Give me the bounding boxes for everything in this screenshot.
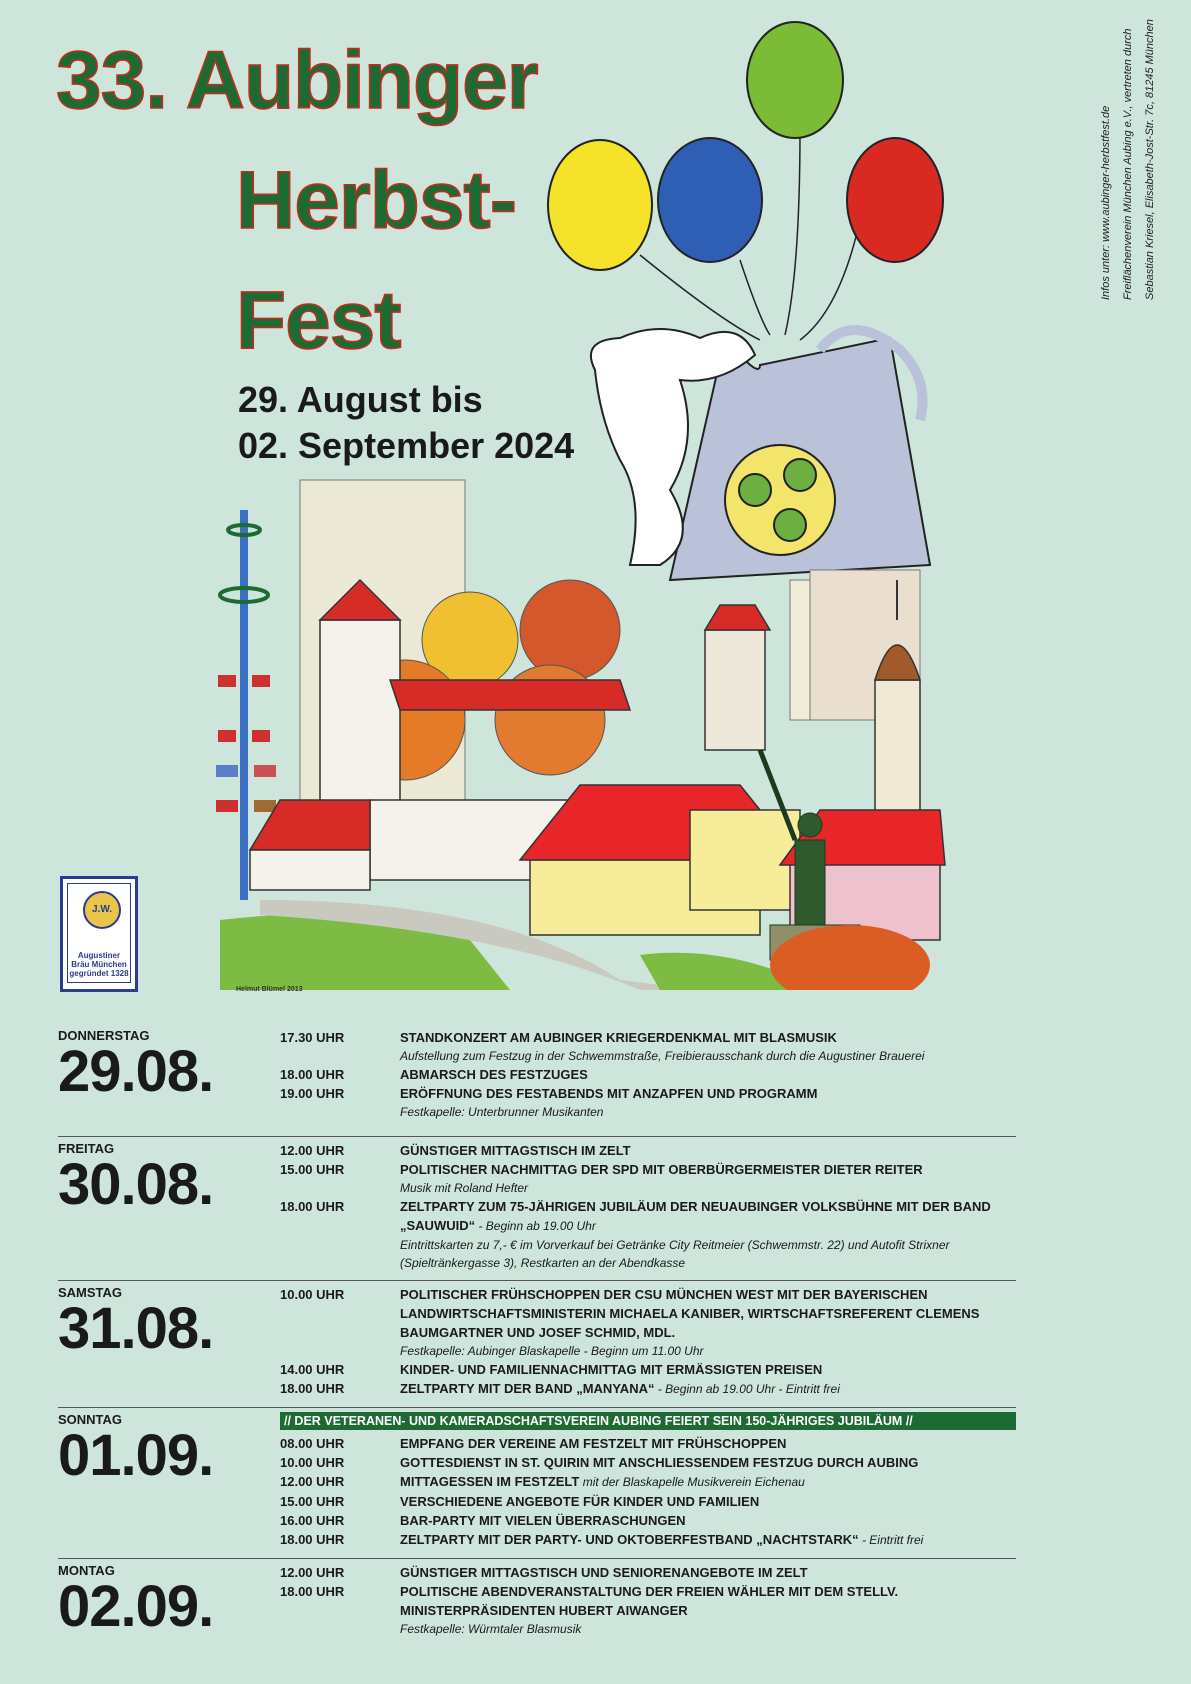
red-balloon (847, 138, 943, 262)
event-title: POLITISCHE ABENDVERANSTALTUNG DER FREIEN WÄHLER MIT DEM STELLV. MINISTERPRÄSIDENTEN HUBERT AIWANGER (400, 1584, 899, 1618)
event-note: Aufstellung zum Festzug in der Schwemmstraße, Freibierausschank durch die Augustiner Brauerei (400, 1049, 925, 1063)
event-row (280, 1160, 1016, 1179)
event-row (280, 1141, 1016, 1160)
event-note: Musik mit Roland Hefter (400, 1181, 529, 1195)
schedule (58, 1024, 1016, 1671)
event-title: ABMARSCH DES FESTZUGES (400, 1067, 588, 1082)
event-time: 19.00 UHR (280, 1086, 345, 1101)
event-time: 18.00 UHR (280, 1532, 345, 1547)
event-time: 10.00 UHR (280, 1455, 345, 1470)
event-title: GÜNSTIGER MITTAGSTISCH IM ZELT (400, 1143, 631, 1158)
event-note: Festkapelle: Würmtaler Blasmusik (400, 1622, 582, 1636)
event-row (280, 1453, 1016, 1472)
event-time: 15.00 UHR (280, 1494, 345, 1509)
day-date: 30.08. (58, 1152, 214, 1217)
event-title: BAR-PARTY MIT VIELEN ÜBERRASCHUNGEN (400, 1513, 686, 1528)
day-name: SAMSTAG (58, 1285, 123, 1300)
tower (705, 605, 770, 750)
logo-line-2: Bräu München (71, 960, 127, 969)
augustiner-logo (60, 876, 138, 992)
day-date: 29.08. (58, 1039, 214, 1104)
event-title: EMPFANG DER VEREINE AM FESTZELT MIT FRÜHSCHOPPEN (400, 1436, 787, 1451)
day-date: 31.08. (58, 1296, 214, 1361)
event-title-wrap (400, 1582, 1016, 1620)
event-title-wrap (400, 1084, 1016, 1103)
day-name: SONNTAG (58, 1412, 123, 1427)
event-title: GÜNSTIGER MITTAGSTISCH UND SENIORENANGEBOTE IM ZELT (400, 1565, 808, 1580)
illustration-credit: Helmut Blümel 2013 (236, 986, 303, 993)
side-info-line-1: Infos unter: www.aubinger-herbstfest.de (1100, 105, 1112, 300)
event-time: 14.00 UHR (280, 1362, 345, 1377)
event-title: GOTTESDIENST IN ST. QUIRIN MIT ANSCHLIESSENDEM FESTZUG DURCH AUBING (400, 1455, 919, 1470)
event-title-wrap (400, 1285, 1016, 1342)
title-line-2: Herbst- (236, 155, 517, 246)
event-time: 18.00 UHR (280, 1199, 345, 1214)
event-title-wrap (400, 1160, 1016, 1179)
event-title: ZELTPARTY MIT DER PARTY- UND OKTOBERFESTBAND „NACHTSTARK“ (400, 1532, 859, 1547)
day-block (58, 1281, 1016, 1408)
event-row (280, 1197, 1016, 1236)
title-line-3: Fest (236, 275, 401, 366)
event-time: 08.00 UHR (280, 1436, 345, 1451)
event-title-wrap (400, 1492, 1016, 1511)
event-title-wrap (400, 1360, 1016, 1379)
house-yellow (520, 785, 800, 935)
logo-line-3: gegründet 1328 (69, 969, 129, 978)
day-date: 01.09. (58, 1423, 214, 1488)
side-info-line-2: Freiflächenverein München Aubing e.V., vertreten durch (1122, 28, 1134, 300)
event-row (280, 1582, 1016, 1620)
event-title: MITTAGESSEN IM FESTZELT (400, 1474, 580, 1489)
day-name: FREITAG (58, 1141, 115, 1156)
title-line-1: 33. Aubinger (56, 35, 538, 126)
festival-illustration (200, 20, 1020, 990)
event-note: Festkapelle: Aubinger Blaskapelle - Beginn um 11.00 Uhr (400, 1344, 704, 1358)
event-title: STANDKONZERT AM AUBINGER KRIEGERDENKMAL MIT BLASMUSIK (400, 1030, 837, 1045)
event-time: 12.00 UHR (280, 1565, 345, 1580)
event-title-wrap (400, 1453, 1016, 1472)
event-row (280, 1360, 1016, 1379)
event-title-wrap (400, 1141, 1016, 1160)
day-name: MONTAG (58, 1563, 115, 1578)
day-block (58, 1408, 1016, 1559)
event-title-wrap (400, 1530, 1016, 1550)
yellow-balloon (548, 140, 652, 270)
event-row (280, 1530, 1016, 1550)
date-range-line-2: 02. September 2024 (238, 425, 575, 466)
event-time: 17.30 UHR (280, 1030, 345, 1045)
day-block (58, 1559, 1016, 1671)
event-title: POLITISCHER FRÜHSCHOPPEN DER CSU MÜNCHEN WEST MIT DER BAYERISCHEN LANDWIRTSCHAFTSMINISTERIN MICHAELA KANIBER, WIRTSCHAFTSREFERENT CLEMENS BAUMGARTNER UND JOSEF SCHMID, MDL. (400, 1287, 980, 1340)
day-block (58, 1137, 1016, 1281)
event-title-wrap (400, 1434, 1016, 1453)
event-title: ERÖFFNUNG DES FESTABENDS MIT ANZAPFEN UND PROGRAMM (400, 1086, 818, 1101)
event-time: 18.00 UHR (280, 1584, 345, 1599)
event-title-wrap (400, 1379, 1016, 1399)
logo-line-1: Augustiner (77, 951, 121, 960)
event-title-wrap (400, 1472, 1016, 1492)
side-info (1100, 19, 1160, 300)
event-time: 10.00 UHR (280, 1287, 345, 1302)
event-time: 12.00 UHR (280, 1474, 345, 1489)
event-row (280, 1065, 1016, 1084)
augustiner-seal-icon: J.W. (83, 891, 121, 929)
event-time: 18.00 UHR (280, 1381, 345, 1396)
event-time: 12.00 UHR (280, 1143, 345, 1158)
event-title-wrap (400, 1197, 1016, 1236)
event-inline-note: mit der Blaskapelle Musikverein Eichenau (579, 1475, 805, 1489)
event-inline-note: - Eintritt frei (858, 1533, 924, 1547)
event-row (280, 1492, 1016, 1511)
green-balloon (747, 22, 843, 138)
event-row (280, 1028, 1016, 1047)
blue-balloon (658, 138, 762, 262)
event-row (280, 1511, 1016, 1530)
event-title-wrap (400, 1563, 1016, 1582)
jubilee-banner: // DER VETERANEN- UND KAMERADSCHAFTSVEREIN AUBING FEIERT SEIN 150-JÄHRIGES JUBILÄUM // (280, 1412, 1016, 1430)
date-range-line-1: 29. August bis (238, 379, 483, 420)
event-row (280, 1084, 1016, 1103)
tree-orange (520, 580, 620, 680)
event-row (280, 1285, 1016, 1342)
event-title: POLITISCHER NACHMITTAG DER SPD MIT OBERBÜRGERMEISTER DIETER REITER (400, 1162, 923, 1177)
event-title: VERSCHIEDENE ANGEBOTE FÜR KINDER UND FAMILIEN (400, 1494, 760, 1509)
event-time: 18.00 UHR (280, 1067, 345, 1082)
event-title: ZELTPARTY ZUM 75-JÄHRIGEN JUBILÄUM DER NEUAUBINGER VOLKSBÜHNE MIT DER BAND „SAUWUID“ (400, 1199, 991, 1233)
day-block (58, 1024, 1016, 1137)
beer-mug (591, 329, 930, 580)
event-title-wrap (400, 1028, 1016, 1047)
event-title-wrap (400, 1065, 1016, 1084)
event-row (280, 1434, 1016, 1453)
event-row (280, 1379, 1016, 1399)
event-time: 15.00 UHR (280, 1162, 345, 1177)
event-title: KINDER- UND FAMILIENNACHMITTAG MIT ERMÄSSIGTEN PREISEN (400, 1362, 823, 1377)
event-row (280, 1563, 1016, 1582)
event-title: ZELTPARTY MIT DER BAND „MANYANA“ (400, 1381, 655, 1396)
event-note: Festkapelle: Unterbrunner Musikanten (400, 1105, 604, 1119)
day-date: 02.09. (58, 1574, 214, 1639)
event-title-wrap (400, 1511, 1016, 1530)
side-info-line-3: Sebastian Kriesel, Elisabeth-Jost-Str. 7c, 81245 München (1144, 19, 1156, 300)
event-note: Eintrittskarten zu 7,- € im Vorverkauf bei Getränke City Reitmeier (Schwemmstr. 22) und Autofit Strixner (Spieltränkergasse 3), Restkarten an der Abendkasse (400, 1238, 950, 1270)
event-row (280, 1472, 1016, 1492)
event-inline-note: - Beginn ab 19.00 Uhr - Eintritt frei (654, 1382, 840, 1396)
day-name: DONNERSTAG (58, 1028, 150, 1043)
event-time: 16.00 UHR (280, 1513, 345, 1528)
event-inline-note: - Beginn ab 19.00 Uhr (475, 1219, 596, 1233)
